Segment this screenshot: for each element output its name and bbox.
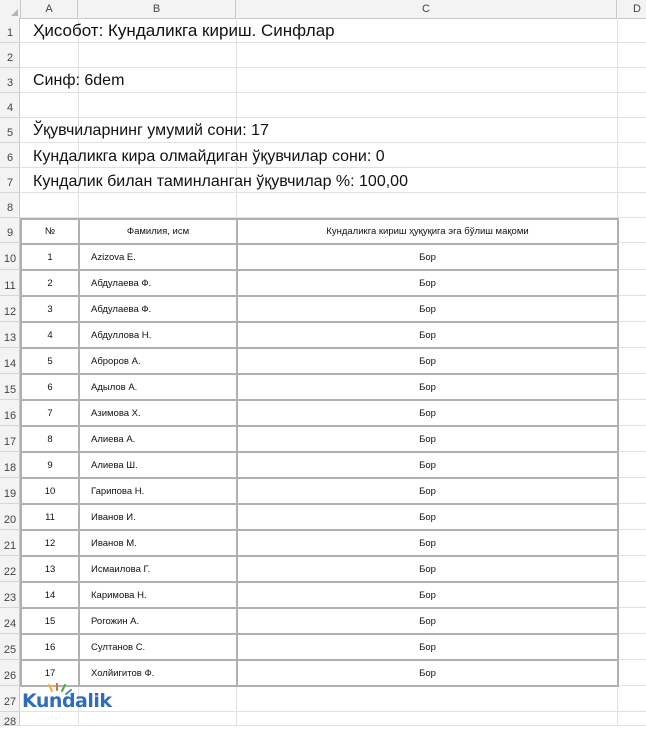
cell-status[interactable]: Бор [237,478,618,504]
gridline-row [20,167,646,168]
row-header-11[interactable]: 11 [0,270,20,296]
table-row [21,660,618,686]
row-header-23[interactable]: 23 [0,582,20,608]
cell-status[interactable]: Бор [237,426,618,452]
cell-num[interactable]: 4 [21,322,79,348]
cell-name[interactable]: Рогожин А. [79,608,237,634]
cell-name[interactable]: Алиева А. [79,426,237,452]
row-header-22[interactable]: 22 [0,556,20,582]
cell-status[interactable]: Бор [237,582,618,608]
row-header-5[interactable]: 5 [0,118,20,143]
table-header-row [21,219,618,244]
row-header-28[interactable]: 28 [0,712,20,726]
column-header-a[interactable]: A [21,0,78,18]
cell-name[interactable]: Абдулаева Ф. [79,270,237,296]
row-header-10[interactable]: 10 [0,243,20,270]
covered-percent: Кундалик билан таминланган ўқувчилар %: 100,00 [33,173,408,190]
row-header-15[interactable]: 15 [0,374,20,400]
report-title: Ҳисобот: Кундаликга кириш. Синфлар [33,21,335,40]
cell-status[interactable]: Бор [237,504,618,530]
cell-status[interactable]: Бор [237,374,618,400]
table-row [21,556,618,582]
cell-status[interactable]: Бор [237,452,618,478]
gridline-row [20,67,646,68]
cell-status[interactable]: Бор [237,556,618,582]
table-row [21,634,618,660]
row-header-strip [0,18,20,726]
cell-num[interactable]: 17 [21,660,79,686]
table-row [21,608,618,634]
cell-name[interactable]: Адылов А. [79,374,237,400]
cell-name[interactable]: Холйигитов Ф. [79,660,237,686]
cell-status[interactable]: Бор [237,322,618,348]
row-header-12[interactable]: 12 [0,296,20,322]
row-header-27[interactable]: 27 [0,686,20,712]
row-header-26[interactable]: 26 [0,660,20,686]
cell-name[interactable]: Аброров А. [79,348,237,374]
cell-num[interactable]: 11 [21,504,79,530]
cannot-login-count: Кундаликга кира олмайдиган ўқувчилар сони: 0 [33,148,385,165]
table-row [21,322,618,348]
cell-num[interactable]: 2 [21,270,79,296]
column-header-b[interactable]: B [78,0,236,18]
cell-name[interactable]: Алиева Ш. [79,452,237,478]
cell-num[interactable]: 15 [21,608,79,634]
table-row [21,582,618,608]
cell-status[interactable]: Бор [237,400,618,426]
cell-name[interactable]: Султанов С. [79,634,237,660]
cell-name[interactable]: Каримова Н. [79,582,237,608]
header-status[interactable]: Кундаликга кириш ҳуқуқига эга бўлиш мақоми [237,219,618,244]
table-row [21,504,618,530]
cell-num[interactable]: 9 [21,452,79,478]
cell-num[interactable]: 5 [21,348,79,374]
cell-status[interactable]: Бор [237,608,618,634]
cell-num[interactable]: 13 [21,556,79,582]
row-header-13[interactable]: 13 [0,322,20,348]
select-all-corner[interactable] [0,0,21,18]
row-header-21[interactable]: 21 [0,530,20,556]
cell-name[interactable]: Гарипова Н. [79,478,237,504]
table-row [21,452,618,478]
row-header-16[interactable]: 16 [0,400,20,426]
cell-status[interactable]: Бор [237,244,618,270]
cell-status[interactable]: Бор [237,530,618,556]
table-row [21,270,618,296]
row-header-14[interactable]: 14 [0,348,20,374]
class-line: Синф: 6dem [33,72,125,89]
row-header-8[interactable]: 8 [0,193,20,218]
cell-name[interactable]: Абдулаева Ф. [79,296,237,322]
column-header-bar [0,0,646,19]
table-row [21,348,618,374]
cell-num[interactable]: 1 [21,244,79,270]
table-row [21,244,618,270]
gridline-row [20,92,646,93]
row-header-19[interactable]: 19 [0,478,20,504]
row-header-9[interactable]: 9 [0,218,20,243]
logo-text: Kundalik [22,690,112,712]
table-row [21,530,618,556]
cell-num[interactable]: 3 [21,296,79,322]
cell-num[interactable]: 16 [21,634,79,660]
row-header-25[interactable]: 25 [0,634,20,660]
table-row [21,374,618,400]
row-header-18[interactable]: 18 [0,452,20,478]
gridline-row [20,192,646,193]
gridline-row [20,711,646,712]
cell-name[interactable]: Иванов И. [79,504,237,530]
cell-num[interactable]: 12 [21,530,79,556]
row-header-2[interactable]: 2 [0,43,20,68]
gridline-row [20,42,646,43]
row-header-3[interactable]: 3 [0,68,20,93]
row-header-20[interactable]: 20 [0,504,20,530]
cell-num[interactable]: 8 [21,426,79,452]
row-header-17[interactable]: 17 [0,426,20,452]
row-header-24[interactable]: 24 [0,608,20,634]
cell-name[interactable]: Исмаилова Г. [79,556,237,582]
table-row [21,296,618,322]
row-header-4[interactable]: 4 [0,93,20,118]
table-row [21,400,618,426]
cell-num[interactable]: 7 [21,400,79,426]
cell-num[interactable]: 6 [21,374,79,400]
table-row [21,426,618,452]
cell-num[interactable]: 14 [21,582,79,608]
cell-name[interactable]: Иванов М. [79,530,237,556]
table-row [21,478,618,504]
cell-num[interactable]: 10 [21,478,79,504]
column-header-c[interactable]: C [236,0,617,18]
total-students: Ўқувчиларнинг умумий сони: 17 [33,122,269,139]
cell-name[interactable]: Azizova E. [79,244,237,270]
cell-name[interactable]: Азимова Х. [79,400,237,426]
row-header-6[interactable]: 6 [0,143,20,168]
cell-status[interactable]: Бор [237,634,618,660]
cell-status[interactable]: Бор [237,660,618,686]
cell-name[interactable]: Абдуллова Н. [79,322,237,348]
cell-status[interactable]: Бор [237,348,618,374]
row-header-1[interactable]: 1 [0,18,20,43]
column-header-d[interactable]: D [633,3,641,15]
students-table [20,218,619,687]
gridline-row [20,117,646,118]
row-header-7[interactable]: 7 [0,168,20,193]
cell-status[interactable]: Бор [237,296,618,322]
header-name[interactable]: Фамилия, исм [79,219,237,244]
cell-status[interactable]: Бор [237,270,618,296]
kundalik-logo [22,683,112,715]
gridline-row [20,142,646,143]
header-num[interactable]: № [21,219,79,244]
